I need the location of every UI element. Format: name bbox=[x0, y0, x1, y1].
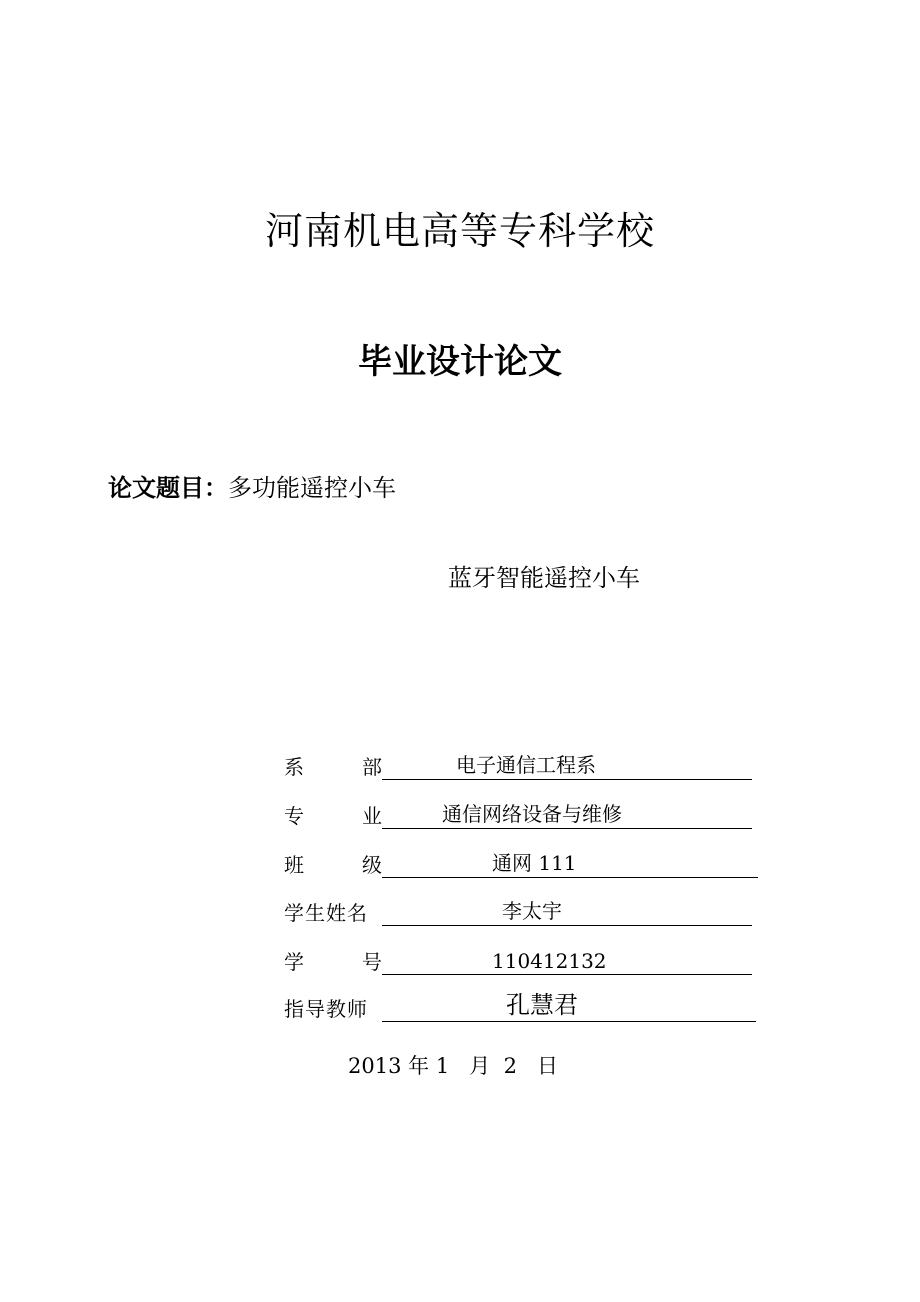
department-label-char-2: 部 bbox=[362, 755, 382, 779]
date-year-unit: 年 bbox=[408, 1054, 430, 1078]
topic-title: 多功能遥控小车 bbox=[228, 474, 396, 502]
topic-label: 论文题目： bbox=[108, 474, 228, 502]
major-label bbox=[284, 800, 382, 829]
class-value: 通网 111 bbox=[492, 851, 577, 875]
department-field bbox=[382, 753, 752, 780]
class-row bbox=[284, 848, 758, 878]
major-value: 通信网络设备与维修 bbox=[442, 802, 622, 826]
advisor-label: 指导教师 bbox=[284, 997, 368, 1021]
department-label bbox=[284, 751, 382, 780]
student-name-value: 李太宇 bbox=[502, 899, 562, 923]
student-name-row bbox=[284, 896, 752, 926]
student-id-field bbox=[382, 948, 752, 975]
date-day: 2 bbox=[503, 1054, 517, 1078]
department-value: 电子通信工程系 bbox=[456, 753, 596, 777]
document-type: 毕业设计论文 bbox=[358, 342, 562, 382]
class-label bbox=[284, 849, 382, 878]
student-name-label: 学生姓名 bbox=[284, 901, 368, 925]
department-label-char-1: 系 bbox=[284, 755, 304, 779]
student-id-label-char-2: 号 bbox=[362, 950, 382, 974]
major-label-char-1: 专 bbox=[284, 804, 304, 828]
thesis-topic bbox=[108, 468, 396, 503]
major-row bbox=[284, 799, 752, 829]
submission-date bbox=[348, 1050, 558, 1080]
student-id-row bbox=[284, 945, 752, 975]
student-id-label bbox=[284, 946, 382, 975]
date-month-unit: 月 bbox=[469, 1054, 491, 1078]
date-year: 2013 bbox=[348, 1054, 402, 1078]
department-row bbox=[284, 750, 752, 780]
advisor-field bbox=[382, 991, 756, 1022]
major-label-char-2: 业 bbox=[362, 804, 382, 828]
class-field bbox=[382, 851, 758, 878]
advisor-row bbox=[284, 992, 756, 1022]
date-day-unit: 日 bbox=[537, 1054, 558, 1078]
topic-subtitle: 蓝牙智能遥控小车 bbox=[448, 564, 640, 592]
major-field bbox=[382, 802, 752, 829]
class-label-char-2: 级 bbox=[362, 853, 382, 877]
school-name: 河南机电高等专科学校 bbox=[264, 209, 655, 253]
student-id-value: 110412132 bbox=[492, 949, 607, 973]
student-name-field bbox=[382, 899, 752, 926]
student-id-label-char-1: 学 bbox=[284, 950, 304, 974]
advisor-value: 孔慧君 bbox=[506, 991, 578, 1019]
class-label-char-1: 班 bbox=[284, 853, 304, 877]
date-month: 1 bbox=[435, 1054, 450, 1078]
